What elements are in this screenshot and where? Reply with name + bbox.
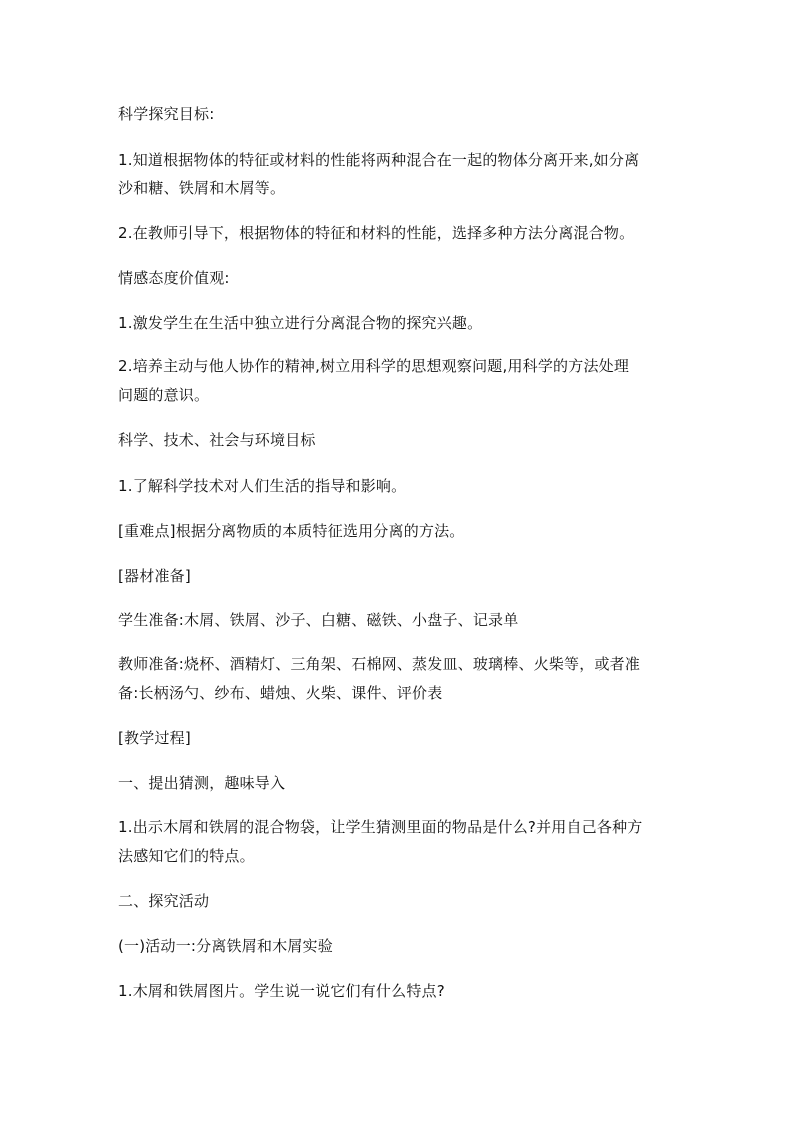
paragraph-line: 1.了解科学技术对人们生活的指导和影响。 [118,477,407,495]
section-heading: 一、提出猜测，趣味导入 [118,774,286,792]
section-heading: 二、探究活动 [118,892,210,910]
teacher-materials-line: 备:长柄汤勺、纱布、蜡烛、火柴、课件、评价表 [118,684,443,702]
paragraph-line: 1.激发学生在生活中独立进行分离混合物的探究兴趣。 [118,314,483,332]
teacher-materials-line: 教师准备:烧杯、酒精灯、三角架、石棉网、蒸发皿、玻璃棒、火柴等，或者准 [118,655,641,673]
paragraph-line: 2.在教师引导下，根据物体的特征和材料的性能，选择多种方法分离混合物。 [118,224,635,242]
paragraph-line: 1.木屑和铁屑图片。学生说一说它们有什么特点? [118,982,445,1000]
heading-science-inquiry-goals: 科学探究目标: [118,105,215,123]
student-materials: 学生准备:木屑、铁屑、沙子、白糖、磁铁、小盘子、记录单 [118,611,519,629]
paragraph-line: 2.培养主动与他人协作的精神,树立用科学的思想观察问题,用科学的方法处理 [118,357,630,375]
heading-teaching-process: [教学过程] [118,729,191,747]
paragraph-line: 1.出示木屑和铁屑的混合物袋，让学生猜测里面的物品是什么?并用自己各种方 [118,818,643,836]
paragraph-line: 问题的意识。 [118,386,210,404]
paragraph-line: 法感知它们的特点。 [118,847,255,865]
paragraph-line: 1.知道根据物体的特征或材料的性能将两种混合在一起的物体分离开来,如分离 [118,151,640,169]
heading-sts-goals: 科学、技术、社会与环境目标 [118,431,316,449]
paragraph-line: 沙和糖、铁屑和木屑等。 [118,179,286,197]
key-difficult-points: [重难点]根据分离物质的本质特征选用分离的方法。 [118,522,465,540]
heading-materials: [器材准备] [118,567,191,585]
subsection-heading: (一)活动一:分离铁屑和木屑实验 [118,937,333,955]
heading-attitude-values: 情感态度价值观: [118,269,230,287]
